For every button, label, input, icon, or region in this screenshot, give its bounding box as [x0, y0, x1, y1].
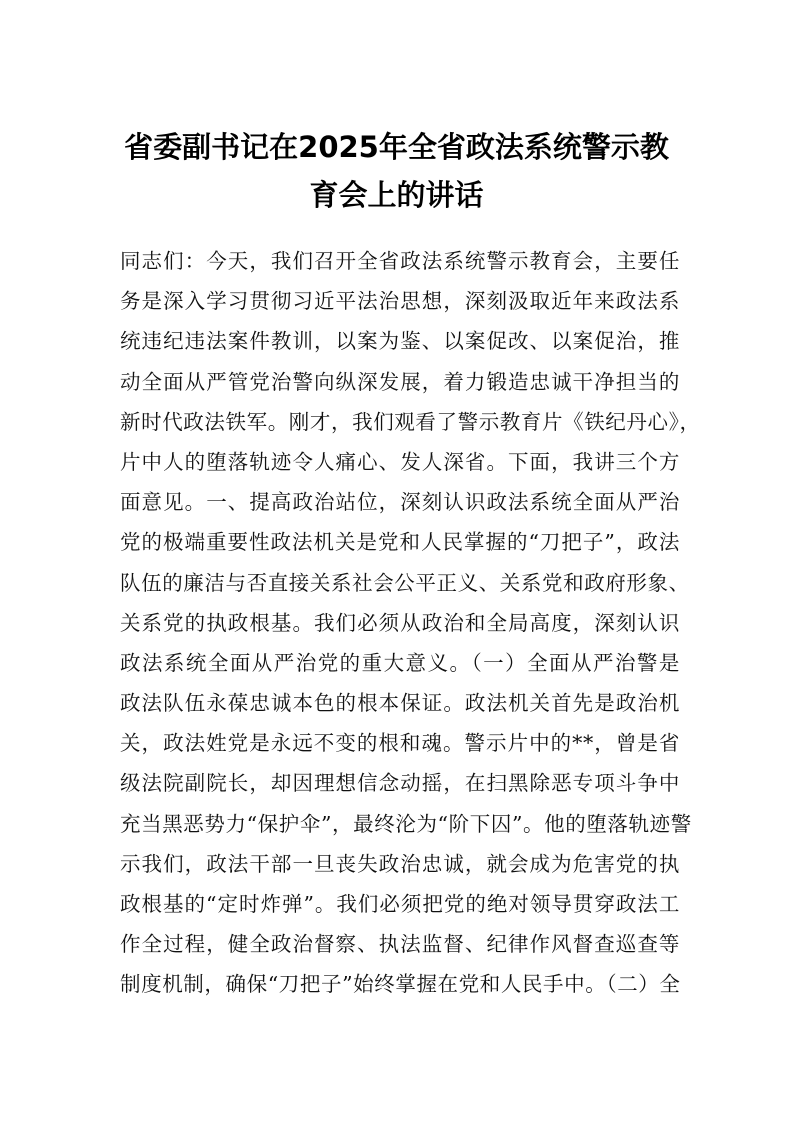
document-title-line-1: 省委副书记在2025年全省政法系统警示教 [124, 130, 669, 164]
body-line: 政法系统全面从严治党的重大意义。（一）全面从严治警是 [120, 650, 680, 675]
body-line: 关系党的执政根基。我们必须从政治和全局高度，深刻认识 [120, 610, 680, 635]
body-line: 同志们：今天，我们召开全省政法系统警示教育会，主要任 [120, 249, 680, 273]
body-line: 充当黑恶势力“保护伞”，最终沦为“阶下囚”。他的堕落轨迹警 [120, 811, 692, 836]
body-line: 政法队伍永葆忠诚本色的根本保证。政法机关首先是政治机 [120, 691, 680, 716]
body-line: 政根基的“定时炸弹”。我们必须把党的绝对领导贯穿政法工 [120, 892, 680, 916]
body-line: 面意见。一、提高政治站位，深刻认识政法系统全面从严治 [120, 490, 680, 515]
body-line: 级法院副院长，却因理想信念动摇，在扫黑除恶专项斗争中 [120, 771, 680, 796]
body-line: 动全面从严管党治警向纵深发展，着力锻造忠诚干净担当的 [120, 369, 680, 394]
body-line: 示我们，政法干部一旦丧失政治忠诚，就会成为危害党的执 [120, 851, 680, 876]
body-line: 制度机制，确保“刀把子”始终掌握在党和人民手中。（二）全 [120, 972, 681, 997]
body-line: 党的极端重要性政法机关是党和人民掌握的“刀把子”，政法 [120, 530, 680, 555]
body-line: 务是深入学习贯彻习近平法治思想，深刻汲取近年来政法系 [120, 289, 680, 314]
body-line: 统违纪违法案件教训，以案为鉴、以案促改、以案促治，推 [120, 329, 680, 354]
speech-body [120, 241, 701, 1005]
body-line: 队伍的廉洁与否直接关系社会公平正义、关系党和政府形象、 [120, 570, 690, 595]
body-line: 片中人的堕落轨迹令人痛心、发人深省。下面，我讲三个方 [120, 449, 680, 474]
body-line: 作全过程，健全政治督察、执法监督、纪律作风督查巡查等 [120, 932, 680, 957]
body-line: 关，政法姓党是永远不变的根和魂。警示片中的**，曾是省 [120, 731, 680, 756]
body-line: 新时代政法铁军。刚才，我们观看了警示教育片《铁纪丹心》， [120, 409, 701, 434]
document-title-line-2: 育会上的讲话 [309, 178, 484, 212]
